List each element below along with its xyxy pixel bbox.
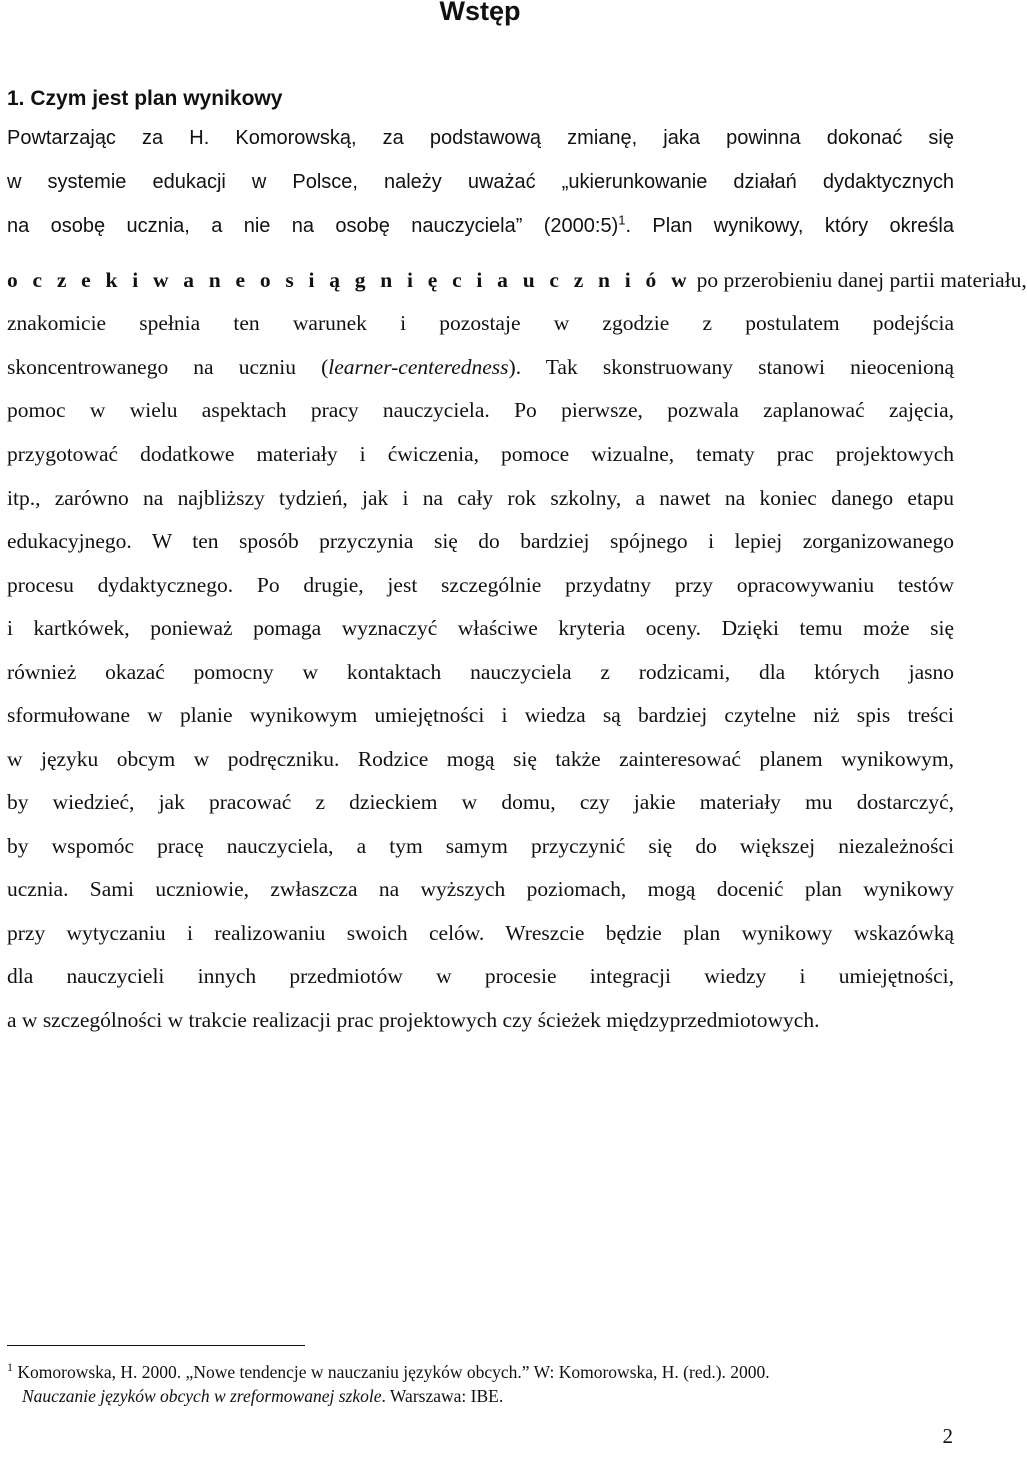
- body-line: znakomicie spełnia ten warunek i pozostaje w zgodzie z postulatem podejścia: [7, 311, 954, 335]
- body-line: ucznia. Sami uczniowie, zwłaszcza na wyższych poziomach, mogą docenić plan wynikowy: [7, 877, 954, 901]
- body-line: skoncentrowanego na uczniu (learner-centeredness). Tak skonstruowany stanowi nieocenioną: [7, 355, 954, 379]
- body-line: przy wytyczaniu i realizowaniu swoich celów. Wreszcie będzie plan wynikowy wskazówką: [7, 921, 954, 945]
- emphasized-phrase: o c z e k i w a n e o s i ą g n i ę c i a u c z n i ó w: [7, 268, 692, 292]
- body-line: o c z e k i w a n e o s i ą g n i ę c i a u c z n i ó w po przerobieniu danej partii materiału,: [7, 268, 1027, 292]
- footnote-line: Nauczanie języków obcych w zreformowanej szkole. Warszawa: IBE.: [22, 1386, 504, 1406]
- section-heading: 1. Czym jest plan wynikowy: [7, 87, 283, 110]
- footnote-line: $^1$ Komorowska, H. 2000. „Nowe tendencje w nauczaniu języków obcych.” W: Komorowska, H. (red.). 2000.: [7, 1360, 770, 1382]
- body-line: by wiedzieć, jak pracować z dzieckiem w domu, czy jakie materiały mu dostarczyć,: [7, 790, 954, 814]
- body-line: na osobę ucznia, a nie na osobę nauczyciela” (2000:5)$^1$. Plan wynikowy, który określa: [7, 212, 954, 237]
- body-line: przygotować dodatkowe materiały i ćwiczenia, pomoce wizualne, tematy prac projektowych: [7, 442, 954, 466]
- footnote-reference: 1: [618, 212, 626, 228]
- italic-term: learner-centeredness: [328, 355, 509, 379]
- body-line: procesu dydaktycznego. Po drugie, jest szczególnie przydatny przy opracowywaniu testów: [7, 573, 954, 597]
- body-line: i kartkówek, ponieważ pomaga wyznaczyć właściwe kryteria oceny. Dzięki temu może się: [7, 616, 954, 640]
- body-line: w języku obcym w podręczniku. Rodzice mogą się także zainteresować planem wynikowym,: [7, 747, 954, 771]
- body-line: dla nauczycieli innych przedmiotów w procesie integracji wiedzy i umiejętności,: [7, 964, 954, 988]
- footnote-separator: [7, 1345, 305, 1346]
- body-line: Powtarzając za H. Komorowską, za podstawową zmianę, jaka powinna dokonać się: [7, 127, 954, 149]
- body-line: pomoc w wielu aspektach pracy nauczyciela. Po pierwsze, pozwala zaplanować zajęcia,: [7, 398, 954, 422]
- footnote-marker: 1: [7, 1360, 13, 1375]
- body-line: w systemie edukacji w Polsce, należy uważać „ukierunkowanie działań dydaktycznych: [7, 171, 954, 193]
- body-line: sformułowane w planie wynikowym umiejętności i wiedza są bardziej czytelne niż spis treści: [7, 703, 954, 727]
- body-line: edukacyjnego. W ten sposób przyczynia się do bardziej spójnego i lepiej zorganizowanego: [7, 529, 954, 553]
- body-line: itp., zarówno na najbliższy tydzień, jak i na cały rok szkolny, a nawet na koniec danego etapu: [7, 486, 954, 510]
- body-line: by wspomóc pracę nauczyciela, a tym samym przyczynić się do większej niezależności: [7, 834, 954, 858]
- page-title: Wstęp: [439, 0, 521, 26]
- body-line: a w szczególności w trakcie realizacji prac projektowych czy ścieżek międzyprzedmiotowych.: [7, 1008, 820, 1032]
- footnote-book-title: Nauczanie języków obcych w zreformowanej szkole: [22, 1386, 382, 1406]
- body-line: również okazać pomocny w kontaktach nauczyciela z rodzicami, dla których jasno: [7, 660, 954, 684]
- page-number: 2: [942, 1424, 953, 1448]
